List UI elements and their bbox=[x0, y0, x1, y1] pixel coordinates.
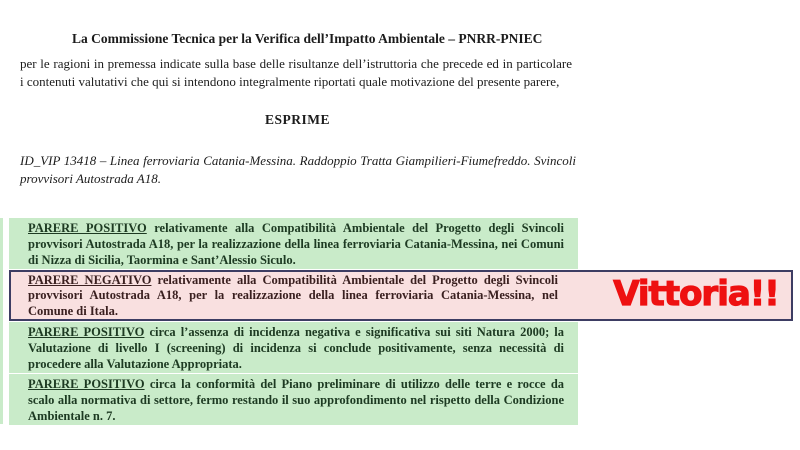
verdict-lead: PARERE POSITIVO bbox=[28, 221, 147, 235]
verdict-body: circa l’assenza di incidenza negativa e significativa sui siti Natura 2000; la Valutazione di livello I (screening) di incidenza si conclude positivamente, senza necessità di procedere alla Valutazione Appropriata. bbox=[28, 325, 565, 372]
esprime-heading: ESPRIME bbox=[264, 112, 330, 127]
verdict-body: relativamente alla Compatibilità Ambientale del Progetto degli Svincoli provvisori Autostrada A18, per la realizzazione della linea ferroviaria Catania-Messina, nei Comuni di Nizza di Sicilia, Taormina e Sant’Alessio Siculo. bbox=[28, 221, 565, 268]
verdict-block-positive-2 bbox=[9, 322, 578, 373]
verdict-block-positive-1 bbox=[9, 218, 578, 269]
verdict-lead: PARERE POSITIVO bbox=[28, 325, 145, 339]
victory-annotation: Vittoria!! bbox=[613, 274, 779, 314]
verdict-block-positive-3 bbox=[9, 374, 578, 425]
left-highlight-strip bbox=[0, 218, 3, 424]
document-title: La Commissione Tecnica per la Verifica dell’Impatto Ambientale – PNRR-PNIEC bbox=[72, 31, 543, 46]
verdict-body: circa la conformità del Piano preliminare di utilizzo delle terre e rocce da scalo alla normativa di settore, fermo restando il suo approfondimento nel rispetto della Condizione Ambientale n. 7. bbox=[28, 377, 565, 424]
verdict-lead: PARERE NEGATIVO bbox=[28, 273, 152, 287]
verdict-block-negative bbox=[9, 270, 793, 321]
intro-paragraph: per le ragioni in premessa indicate sulla base delle risultanze dell’istruttoria che precede ed in particolare i contenuti valutativi che qui si intendono integralmente riportati quale motivazione del presente parere, bbox=[20, 56, 572, 89]
project-subject-line: ID_VIP 13418 – Linea ferroviaria Catania-Messina. Raddoppio Tratta Giampilieri-Fiumefreddo. Svincoli provvisori Autostrada A18. bbox=[20, 153, 576, 186]
verdict-body: relativamente alla Compatibilità Ambientale del Progetto degli Svincoli provvisori Autostrada A18, per la realizzazione della linea ferroviaria Catania-Messina, nel Comune di Itala. bbox=[28, 273, 559, 318]
verdict-lead: PARERE POSITIVO bbox=[28, 377, 145, 391]
